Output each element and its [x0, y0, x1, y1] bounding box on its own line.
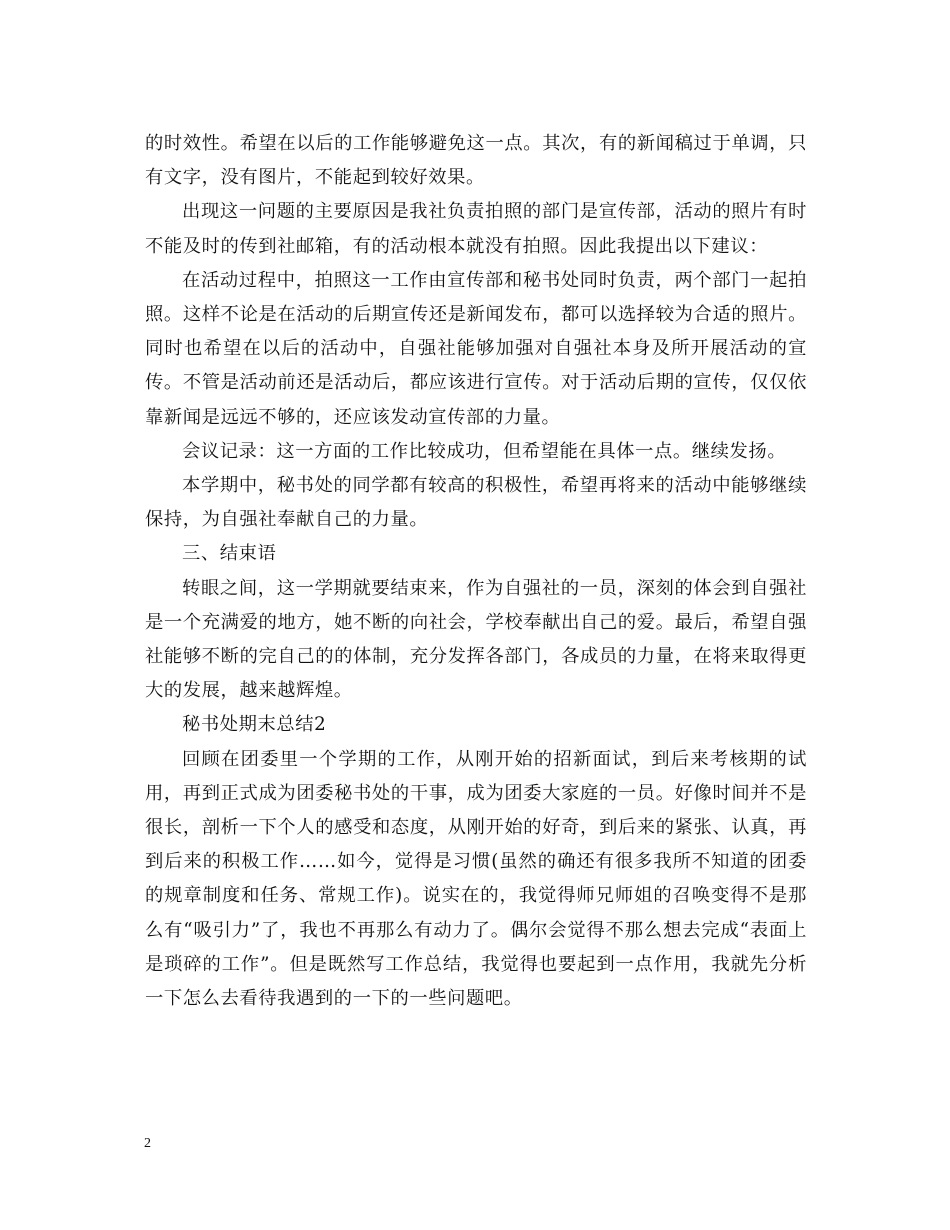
section-heading-conclusion: 三、结束语: [182, 543, 277, 565]
paragraph-3: 在活动过程中，拍照这一工作由宣传部和秘书处同时负责，两个部门一起拍照。这样不论是在活动的后期宣传还是新闻发布，都可以选择较为合适的照片。同时也希望在以后的活动中，自强社能够加强对自强社本身及所开展活动的宣传。不管是活动前还是活动后，都应该进行宣传。对于活动后期的宣传，仅仅依靠新闻是远远不够的，还应该发动宣传部的力量。: [145, 269, 807, 428]
paragraph-5: 本学期中，秘书处的同学都有较高的积极性，希望再将来的活动中能够继续保持，为自强社奉献自己的力量。: [145, 475, 807, 531]
paragraph-1: 的时效性。希望在以后的工作能够避免这一点。其次，有的新闻稿过于单调，只有文字，没有图片，不能起到较好效果。: [145, 133, 807, 189]
paragraph-7: 转眼之间，这一学期就要结束来，作为自强社的一员，深刻的体会到自强社是一个充满爱的地方，她不断的向社会，学校奉献出自己的爱。最后，希望自强社能够不断的完自己的的体制，充分发挥各部门，各成员的力量，在将来取得更大的发展，越来越辉煌。: [145, 577, 807, 702]
document-body: [145, 127, 807, 1016]
paragraph-4: 会议记录：这一方面的工作比较成功，但希望能在具体一点。继续发扬。: [182, 440, 787, 462]
section-heading-summary-2: 秘书处期末总结2: [182, 714, 327, 736]
page-number: 2: [144, 1136, 151, 1151]
paragraph-2: 出现这一问题的主要原因是我社负责拍照的部门是宣传部，活动的照片有时不能及时的传到社邮箱，有的活动根本就没有拍照。因此我提出以下建议：: [145, 201, 807, 257]
paragraph-9: 回顾在团委里一个学期的工作，从刚开始的招新面试，到后来考核期的试用，再到正式成为团委秘书处的干事，成为团委大家庭的一员。好像时间并不是很长，剖析一下个人的感受和态度，从刚开始的好奇，到后来的紧张、认真，再到后来的积极工作……如今，觉得是习惯(虽然的确还有很多我所不知道的团委的规章制度和任务、常规工作)。说实在的，我觉得师兄师姐的召唤变得不是那么有“吸引力”了，我也不再那么有动力了。偶尔会觉得不那么想去完成“表面上是琐碎的工作”。但是既然写工作总结，我觉得也要起到一点作用，我就先分析一下怎么去看待我遇到的一下的一些问题吧。: [145, 748, 807, 1010]
